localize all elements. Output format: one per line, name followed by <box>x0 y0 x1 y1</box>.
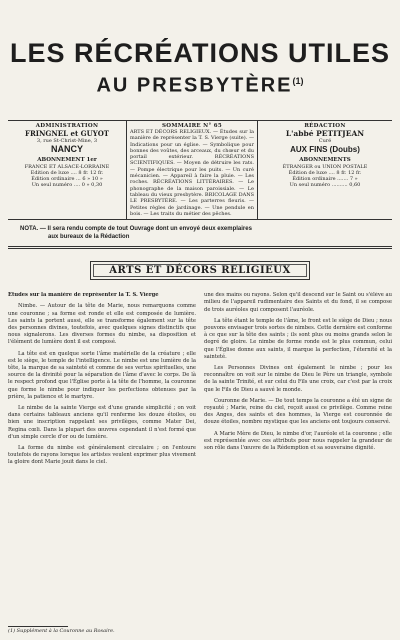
article-paragraph: une des mains ou rayons. Selon qu'il descend sur le Saint ou s'élève au milieu de l'appareil rudimentaire des Saints et du fond, il se compose de trois auréoles qui composent l'auréole. <box>204 292 392 313</box>
article-paragraph: Nimbe. — Autour de la tête de Marie, nous remarquons comme une couronne ; sa forme est ronde et elle est composée de lumière. Les saints la portent aussi, elle se transforme également sur la tête des personnes divines, toutefois, avec quelques signes distinctifs que nous signalerons. Les diverses formes du nimbe, sa disposition et l'élément de lumière dont il est composé. <box>8 303 196 346</box>
page <box>0 38 400 640</box>
article-column-right <box>204 292 392 610</box>
article-column-left <box>8 292 196 610</box>
article-paragraph: Couronne de Marie. — De tout temps la couronne a été un signe de royauté ; Marie, reine du ciel, reçoit aussi ce privilège. Comme reine des Anges, des saints et des hommes, la Vierge est couronnée de douze étoiles, nombre mystique que les anciens ont toujours conservé. <box>204 397 392 426</box>
masthead <box>8 38 392 98</box>
nota <box>8 220 392 246</box>
article-paragraph: La forme du nimbe est généralement circulaire ; on l'entoure toutefois de rayons lorsque les artistes veulent exprimer plus vivement la gloire dont Marie jouit dans le ciel. <box>8 444 196 466</box>
section-banner <box>90 261 310 280</box>
redaction-city-prefix: AUX <box>290 145 307 155</box>
article-lead <box>8 292 196 299</box>
redaction-line: Un seul numéro .......... 0,60 <box>289 182 361 189</box>
article-body <box>8 292 392 610</box>
article-lead-text: Études sur la manière de représenter la T. S. Vierge <box>8 292 159 299</box>
footnote: (1) Supplément à la Couronne au Rosaire. <box>8 628 115 634</box>
administration-subscription-sub: FRANCE ET ALSACE-LORRAINE <box>24 163 110 170</box>
section-title: ARTS ET DÉCORS RELIGIEUX <box>109 265 291 277</box>
redaction-names: L'abbé PETITJEAN <box>285 128 365 138</box>
article-paragraph: A Marie Mère de Dieu, le nimbe d'or, l'auréole et la couronne ; elle est représentée avec ces attributs pour nous rappeler la grandeur de son rôle dans l'œuvre de la Rédemption et sa souveraine dignité. <box>204 430 392 451</box>
redaction-city-line <box>261 144 389 155</box>
subtitle-text: AU PRESBYTÈRE <box>96 74 293 97</box>
redaction-city: FINS (Doubs) <box>309 145 360 155</box>
journal-subtitle <box>8 69 392 98</box>
administration-heading: ADMINISTRATION <box>35 122 99 129</box>
sommaire-text: ARTS ET DÉCORS RELIGIEUX. — Études sur la manière de représenter la T. S. Vierge (suite). — Indications pour un église. — Symbolique pour bonnes des voûtes, des arceaux, du chœur et du portail extérieur. RÉCRÉATIONS SCIENTIFIQUES. — Moyen de détruire les rats. — Pompe électrique pour les puits. — Un curé mécanicien. — Appareil à faire la pluie. — Les roches. RÉCRÉATIONS LITTÉRAIRES. — Le phonographe de la maison paroissiale. — Le tableau du vieux presbytère. BRICOLAGE DANS LE PRESBYTÈRE. — Les parterres fleuris. — Petites règles de jardinage. — Une pendule en bois. — Les traits du métier des pêches. <box>130 128 254 217</box>
redaction-subscription-heading: ABONNEMENTS <box>299 157 351 164</box>
info-panel <box>8 120 392 219</box>
nota-line-2: aux bureaux de la Rédaction <box>48 234 130 241</box>
redaction-heading: RÉDACTION <box>304 122 346 129</box>
redaction-line: Édition de luxe .... 8 fr. 12 fr. <box>288 169 362 176</box>
administration-line: Édition ordinaire ... 6 » 10 » <box>31 176 103 183</box>
sommaire-column <box>126 121 258 219</box>
redaction-line: Édition ordinaire ....... 7 » <box>292 176 358 183</box>
article-paragraph: Les Personnes Divines ont également le nimbe ; pour les reconnaître on voit sur le nimbe de Dieu le Père un triangle, symbole de la sainte Trinité, et sur celui du Fils une croix, car c'est par la croix que le Fils de Dieu a sauvé le monde. <box>204 364 392 393</box>
article-paragraph: La tête est en quelque sorte l'âme matérielle de la créature ; elle est le siège, le temple de l'intelligence. Le nimbe est une lumière de la tête, la marque de sa sainteté et comme de ses vertus spirituelles, une source de la divinité pour la séparation de l'âme d'avec le corps. De là le respect profond que l'Église porte à la tête de l'homme, la couronne que forme le nimbe pour indiquer les perfections obtenues par la prière, la patience et le martyre. <box>8 350 196 400</box>
journal-title: LES RÉCRÉATIONS UTILES <box>9 38 391 68</box>
redaction-prefix: Curé <box>318 137 332 144</box>
administration-column <box>8 121 126 219</box>
article-paragraph: Le nimbe de la sainte Vierge est d'une grande simplicité ; on voit dans certains tableaux anciens qu'il renferme les douze étoiles, ou bien une inscription rappelant ses privilèges, comme Mater Dei, Regina cœli. Dans la plupart des œuvres cependant il n'est formé que d'un simple cercle d'or ou de lumière. <box>8 404 196 440</box>
subtitle-mark: (1) <box>292 76 304 86</box>
nota-line-1: NOTA. — Il sera rendu compte de tout Ouvrage dont un envoyé deux exemplaires <box>20 226 252 233</box>
administration-address: 3, rue St-Christ-Mine, 3 <box>36 137 98 144</box>
redaction-subscription-sub: ÉTRANGER ou UNION POSTALE <box>282 163 368 170</box>
administration-names: FRINGNEL et GUYOT <box>24 128 110 138</box>
redaction-column <box>258 121 392 219</box>
footnote-rule <box>8 626 68 627</box>
article-paragraph: La tête étant le temple de l'âme, le front est le siège de Dieu ; nous pouvons envisager trois sortes de nimbes. Cette dernière est conforme à ce que sur la tête des saints ; ils sont plus ou moins grands selon le degré de gloire. Le nimbe de forme ronde est le plus commun, celui que l'Église donne aux saints, il marque la perfection, l'éternité et la sainteté. <box>204 317 392 360</box>
sommaire-heading: SOMMAIRE N° 65 <box>161 122 222 129</box>
administration-line: Un seul numéro .... 0 » 0,30 <box>31 182 103 189</box>
administration-subscription-heading: ABONNEMENT 1er <box>37 157 97 164</box>
nota-rule <box>8 246 392 249</box>
administration-line: Edition de luxe .... 8 fr. 12 fr. <box>30 169 104 176</box>
administration-city: NANCY <box>50 144 83 155</box>
